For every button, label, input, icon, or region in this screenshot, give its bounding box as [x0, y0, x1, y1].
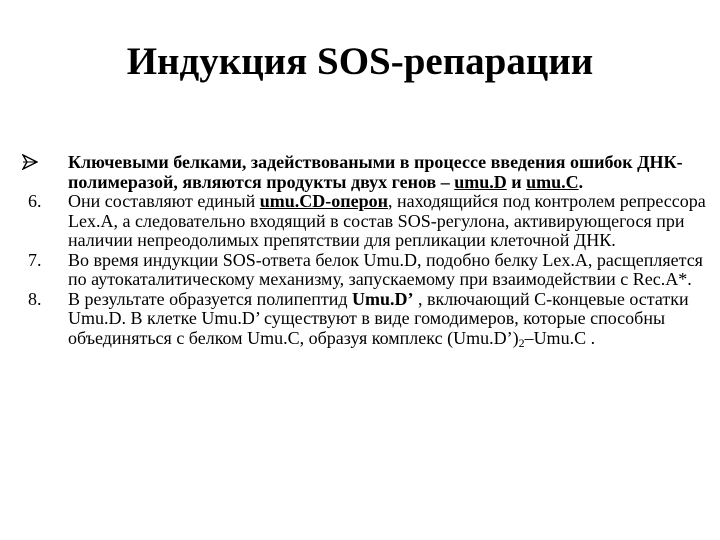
item1-conj: и: [506, 171, 527, 192]
item8-text-b: , включающий С-концевые остатки Umu.D. В клетке Umu.D’ существуют в виде гомодимеров, которые способны объединяться с белком Umu.C, образуя комплекс: [68, 288, 689, 348]
operon-term: umu.CD-оперон: [259, 191, 389, 211]
item1-text: Ключевыми белками, задействоваными в процессе введения ошибок ДНК-полимеразой, являются продукты двух генов –: [68, 152, 683, 192]
slide-title: Индукция SOS-репарации: [126, 40, 594, 83]
gene-umuC: umu.C: [526, 171, 579, 192]
item6-text-a: Они составляют единый: [68, 191, 260, 211]
complex-subscript: 2: [518, 335, 525, 350]
list-item-arrow: [20, 153, 710, 192]
gene-umuD: umu.D: [454, 171, 507, 192]
item7-text: Во время индукции SOS-ответа белок Umu.D, подобно белку Lex.A, расщепляется по аутокаталитическому механизму, запускаемому при взаимодействии с Rec.A*.: [68, 249, 703, 289]
list-item-8: [20, 290, 710, 349]
complex-formula: [447, 328, 595, 348]
item8-text-a: В результате образуется полипептид: [68, 288, 353, 309]
arrow-bullet-icon: [22, 154, 40, 172]
list-item-6: [20, 192, 710, 251]
list-item-7: [20, 251, 710, 290]
umuD-prime-term: Umu.D’: [352, 288, 414, 309]
item-number: 6.: [28, 191, 42, 211]
item-number: 8.: [28, 288, 42, 309]
item-number: 7.: [28, 249, 42, 270]
item1-end: .: [578, 171, 584, 192]
complex-open: (Umu.D’): [447, 327, 519, 348]
complex-close: –Umu.C .: [524, 327, 596, 348]
item6-text-b: , находящийся под контролем репрессора Lex.A, а следовательно входящий в состав SOS-регулона, активирующегося при наличии непреодолимых препятствии для репликации клеточной ДНК.: [68, 191, 706, 250]
bullet-list: [20, 153, 710, 348]
